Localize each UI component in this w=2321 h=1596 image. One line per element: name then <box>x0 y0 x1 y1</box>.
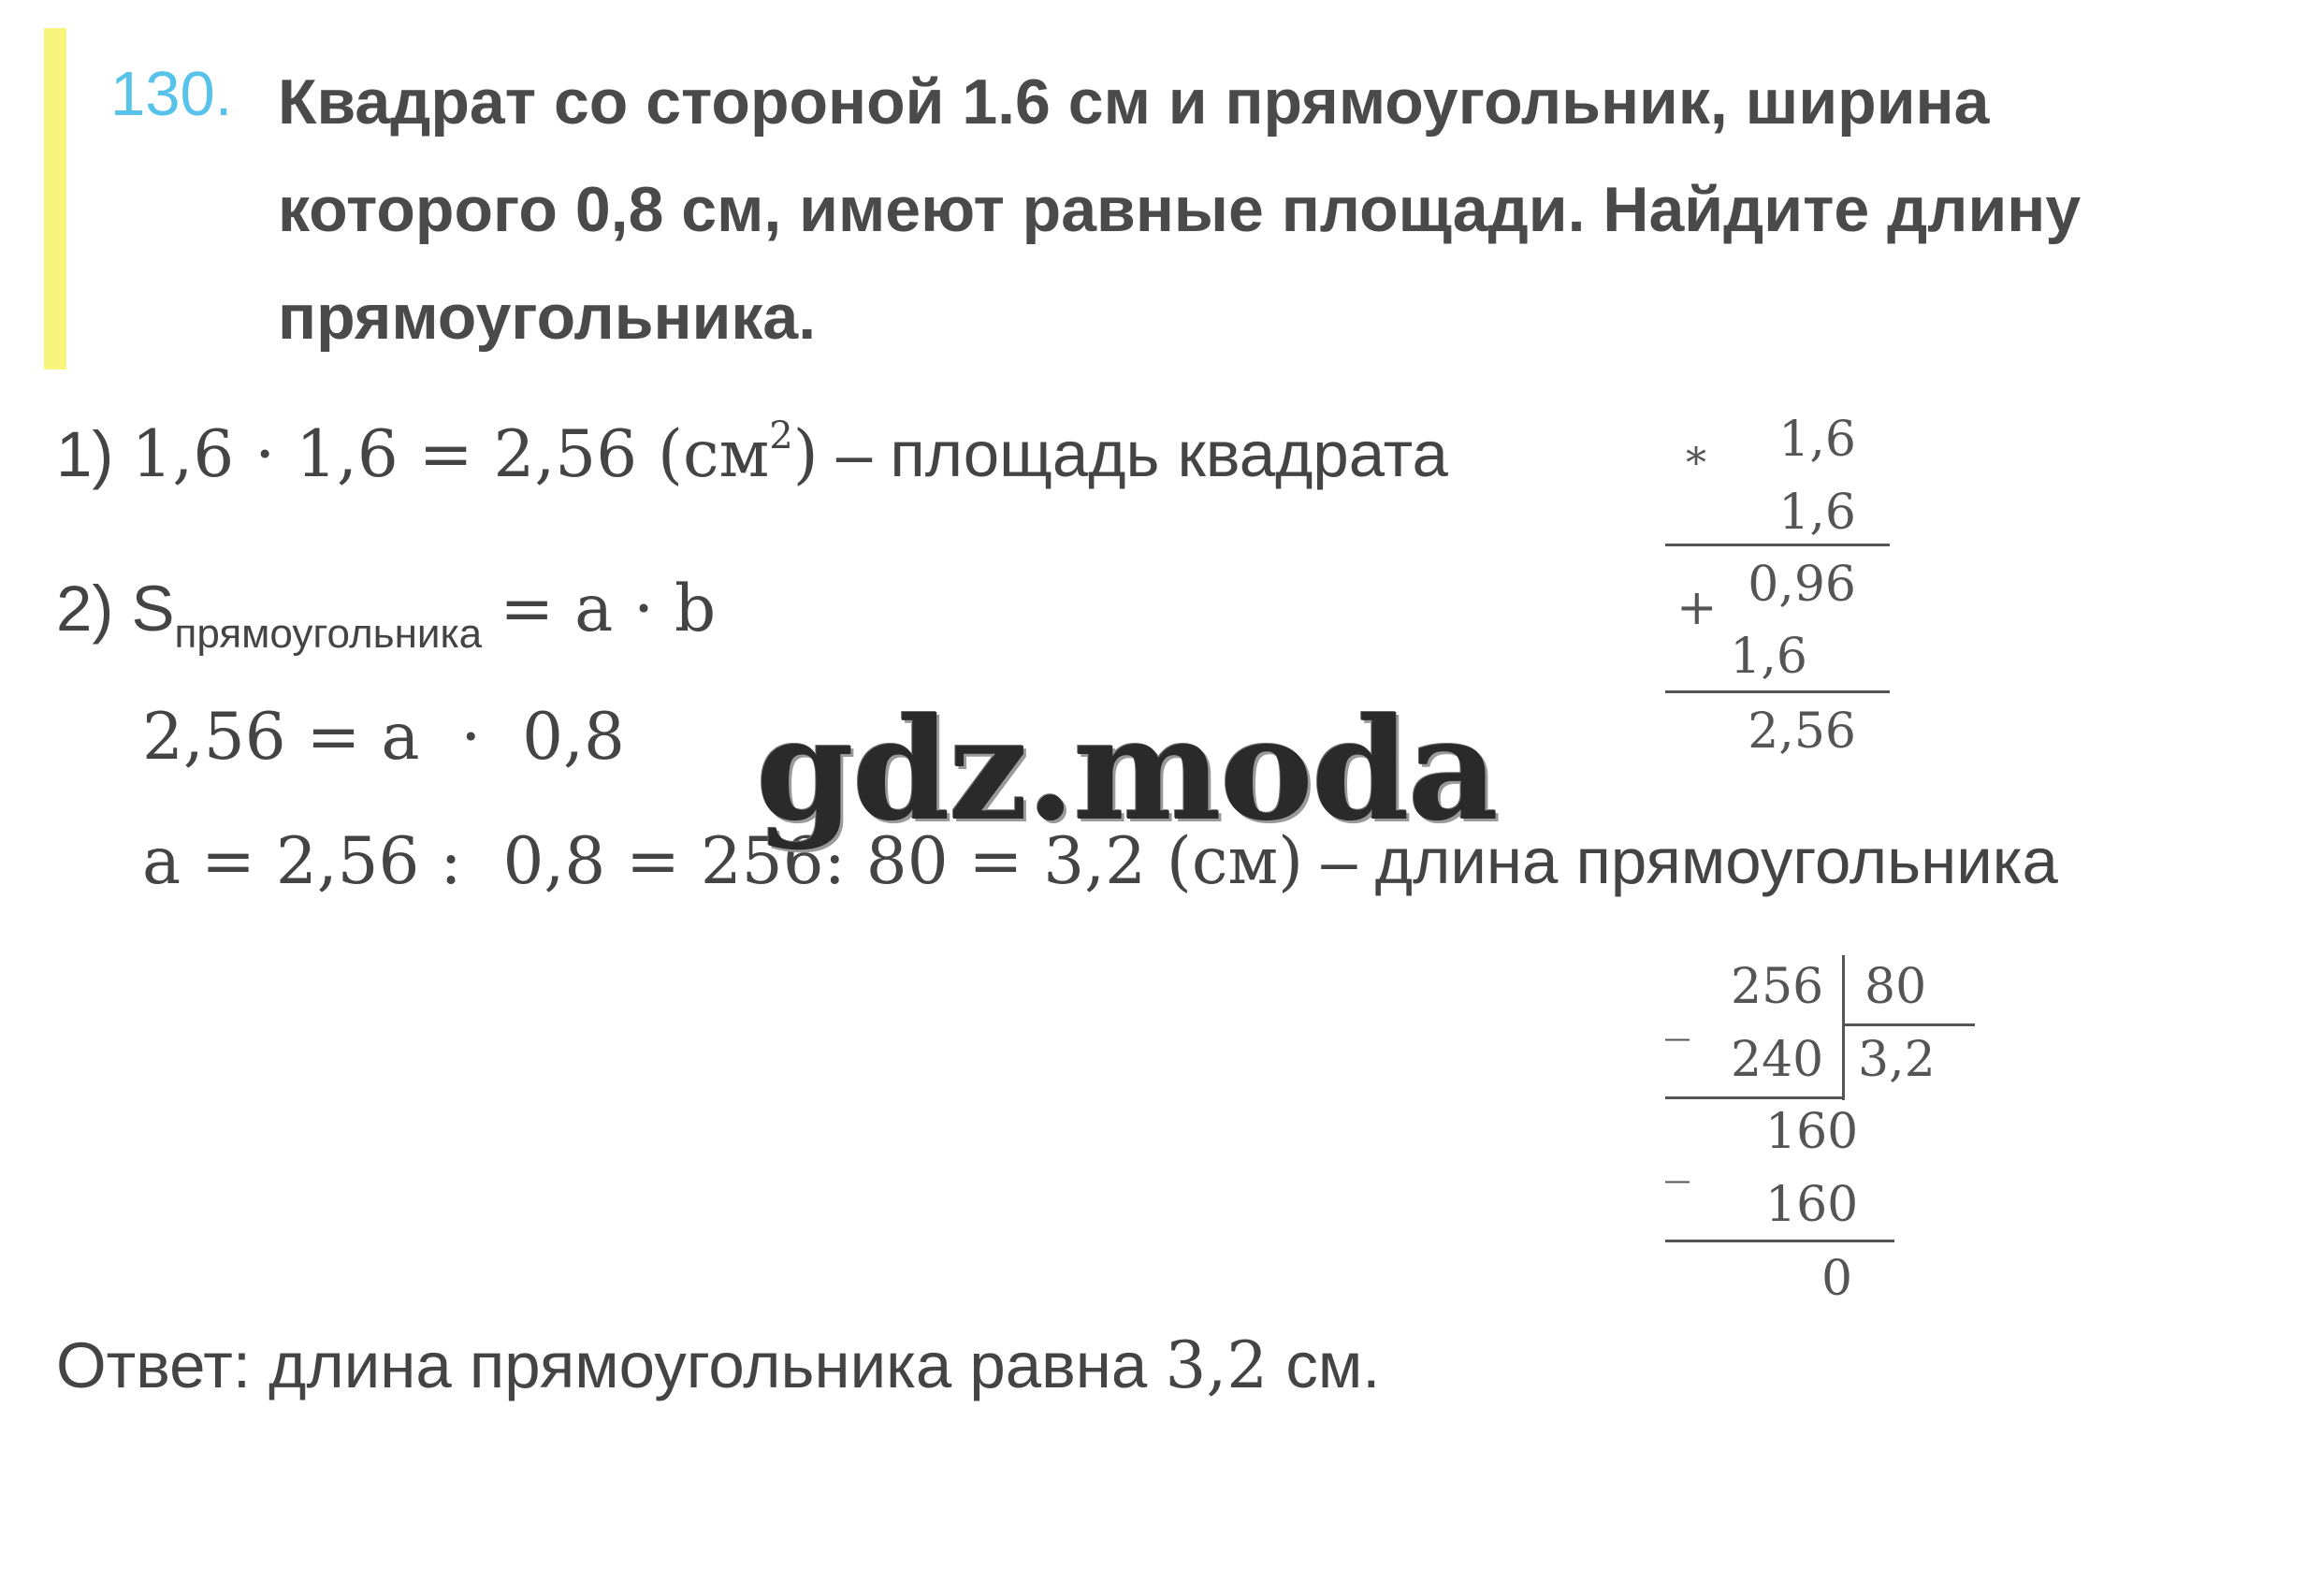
step-exponent: 2 <box>769 414 793 457</box>
answer-value: 3,2 <box>1165 1328 1269 1403</box>
step-description: – длина прямоугольника <box>1321 825 2058 897</box>
solution-step-1 <box>56 414 1448 492</box>
step-subscript: прямоугольника <box>174 611 483 657</box>
step-label: 1) <box>56 418 114 490</box>
answer-unit: см. <box>1285 1329 1381 1401</box>
problem-number: 130. <box>110 59 233 129</box>
step-description: – площадь квадрата <box>835 418 1448 490</box>
watermark-logo: gdz.moda <box>756 688 1498 852</box>
divisor-rule <box>1844 1023 1975 1026</box>
solution-step-2 <box>56 572 717 657</box>
plus-sign: + <box>1676 580 1718 636</box>
solution-step-3 <box>142 700 625 775</box>
dividend: 256 <box>1731 959 1824 1015</box>
divisor: 80 <box>1864 959 1927 1015</box>
step-expression: = a · b <box>500 572 717 646</box>
final-remainder: 0 <box>1821 1251 1853 1307</box>
product-result: 2,56 <box>1748 704 1856 760</box>
problem-text: Квадрат со стороной 1.6 см и прямоугольник, ширина которого 0,8 см, имеют равные площади. Найдите длину прямоугольника. <box>278 66 2082 353</box>
rule-2 <box>1665 1240 1894 1242</box>
operand-1: 1,6 <box>1778 412 1856 468</box>
accent-bar <box>44 28 66 370</box>
step-expression: 1,6 · 1,6 = 2,56 (см <box>131 417 770 492</box>
step-expression: 2,56 = a · 0,8 <box>142 700 625 775</box>
subtrahend-2: 160 <box>1765 1177 1859 1233</box>
partial-product-1: 0,96 <box>1748 557 1856 613</box>
step-label: 2) S <box>56 573 175 645</box>
rule-1 <box>1665 1096 1843 1099</box>
answer-prefix: Ответ: длина прямоугольника равна <box>56 1329 1148 1401</box>
column-division <box>1656 950 1993 1324</box>
subtrahend-1: 240 <box>1731 1032 1824 1088</box>
quotient: 3,2 <box>1858 1032 1936 1088</box>
column-multiplication <box>1656 412 1899 767</box>
operand-2: 1,6 <box>1778 485 1856 541</box>
minus-sign-1: _ <box>1665 985 1690 1041</box>
rule-2 <box>1665 690 1890 693</box>
minus-sign-2: _ <box>1665 1127 1690 1183</box>
remainder-1: 160 <box>1765 1104 1859 1160</box>
multiply-sign: * <box>1686 440 1706 487</box>
step-expression: a = 2,56 : 0,8 = 256: 80 = 3,2 (см) <box>142 824 1304 899</box>
division-bar <box>1842 955 1845 1100</box>
step-close: ) <box>792 417 819 492</box>
partial-product-2: 1,6 <box>1730 629 1807 685</box>
answer-line <box>56 1328 1380 1403</box>
rule-1 <box>1665 544 1890 546</box>
